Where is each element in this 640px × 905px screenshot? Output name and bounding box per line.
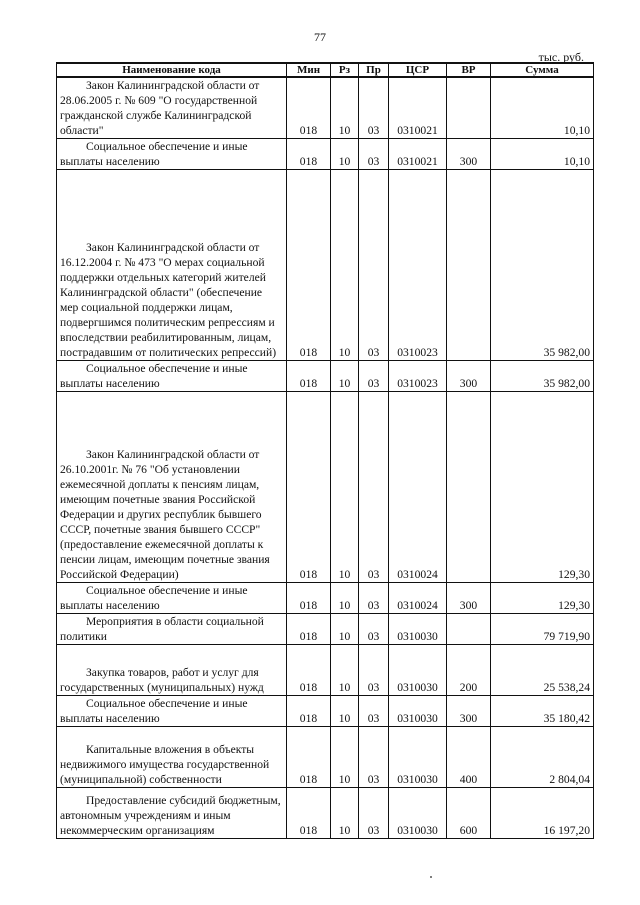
row-name: Капитальные вложения в объекты недвижимого имущества государственной (муниципальной) собственности <box>57 727 287 788</box>
row-pr: 03 <box>359 392 389 583</box>
row-csr: 0310030 <box>389 696 447 727</box>
row-min: 018 <box>287 583 331 614</box>
header-pr: Пр <box>359 63 389 77</box>
row-sum: 129,30 <box>491 583 594 614</box>
table-row <box>57 361 594 392</box>
header-sum: Сумма <box>491 63 594 77</box>
row-vr: 200 <box>447 645 491 696</box>
row-rz: 10 <box>331 645 359 696</box>
scan-speck <box>430 876 432 878</box>
row-pr: 03 <box>359 139 389 170</box>
row-pr: 03 <box>359 170 389 361</box>
row-pr: 03 <box>359 788 389 839</box>
table-row <box>57 77 594 139</box>
budget-table <box>56 62 594 839</box>
row-csr: 0310024 <box>389 392 447 583</box>
row-rz: 10 <box>331 583 359 614</box>
row-rz: 10 <box>331 392 359 583</box>
unit-label: тыс. руб. <box>538 50 584 64</box>
row-name: Социальное обеспечение и иные выплаты населению <box>57 139 287 170</box>
row-rz: 10 <box>331 614 359 645</box>
row-min: 018 <box>287 361 331 392</box>
row-vr <box>447 614 491 645</box>
row-pr: 03 <box>359 614 389 645</box>
row-rz: 10 <box>331 727 359 788</box>
row-rz: 10 <box>331 139 359 170</box>
row-min: 018 <box>287 696 331 727</box>
row-vr: 300 <box>447 139 491 170</box>
row-name: Социальное обеспечение и иные выплаты населению <box>57 361 287 392</box>
row-name: Мероприятия в области социальной политики <box>57 614 287 645</box>
row-name: Предоставление субсидий бюджетным, автономным учреждениям и иным некоммерческим организациям <box>57 788 287 839</box>
row-vr <box>447 77 491 139</box>
row-name: Закон Калининградской области от 16.12.2004 г. № 473 "О мерах социальной поддержки отдельных категорий жителей Калининградской области" (обеспечение мер социальной поддержки лицам, подвергшимся политическим репрессиям и впоследствии реабилитированным, лицам, пострадавшим от политических репрессий) <box>57 170 287 361</box>
row-csr: 0310023 <box>389 361 447 392</box>
row-vr: 600 <box>447 788 491 839</box>
row-vr: 300 <box>447 361 491 392</box>
row-csr: 0310021 <box>389 139 447 170</box>
table-row <box>57 583 594 614</box>
header-csr: ЦСР <box>389 63 447 77</box>
row-sum: 2 804,04 <box>491 727 594 788</box>
row-rz: 10 <box>331 77 359 139</box>
table-row <box>57 788 594 839</box>
row-vr <box>447 170 491 361</box>
row-sum: 129,30 <box>491 392 594 583</box>
row-min: 018 <box>287 392 331 583</box>
row-csr: 0310030 <box>389 727 447 788</box>
row-sum: 25 538,24 <box>491 645 594 696</box>
row-name: Закон Калининградской области от 26.10.2001г. № 76 "Об установлении ежемесячной доплаты к пенсиям лицам, имеющим почетные звания Российской Федерации и других республик бывшего СССР, почетные звания бывшего СССР" (предоставление ежемесячной доплаты к пенсии лицам, имеющим почетные звания Российской Федерации) <box>57 392 287 583</box>
header-name: Наименование кода <box>57 63 287 77</box>
row-pr: 03 <box>359 77 389 139</box>
table-header-row <box>57 63 594 77</box>
row-rz: 10 <box>331 696 359 727</box>
row-min: 018 <box>287 645 331 696</box>
row-csr: 0310024 <box>389 583 447 614</box>
row-csr: 0310023 <box>389 170 447 361</box>
row-name: Социальное обеспечение и иные выплаты населению <box>57 583 287 614</box>
table-row <box>57 614 594 645</box>
row-sum: 10,10 <box>491 77 594 139</box>
row-min: 018 <box>287 170 331 361</box>
row-min: 018 <box>287 139 331 170</box>
row-csr: 0310030 <box>389 788 447 839</box>
row-vr: 300 <box>447 583 491 614</box>
table-row <box>57 727 594 788</box>
row-rz: 10 <box>331 788 359 839</box>
row-csr: 0310030 <box>389 614 447 645</box>
row-sum: 35 180,42 <box>491 696 594 727</box>
table-row <box>57 392 594 583</box>
table-row <box>57 170 594 361</box>
row-csr: 0310030 <box>389 645 447 696</box>
row-sum: 16 197,20 <box>491 788 594 839</box>
table-row <box>57 139 594 170</box>
row-sum: 10,10 <box>491 139 594 170</box>
row-rz: 10 <box>331 170 359 361</box>
row-name: Социальное обеспечение и иные выплаты населению <box>57 696 287 727</box>
header-vr: ВР <box>447 63 491 77</box>
row-pr: 03 <box>359 645 389 696</box>
row-min: 018 <box>287 788 331 839</box>
table-row <box>57 645 594 696</box>
row-min: 018 <box>287 77 331 139</box>
row-pr: 03 <box>359 583 389 614</box>
row-pr: 03 <box>359 696 389 727</box>
row-vr: 400 <box>447 727 491 788</box>
row-rz: 10 <box>331 361 359 392</box>
header-rz: Рз <box>331 63 359 77</box>
row-min: 018 <box>287 727 331 788</box>
row-vr <box>447 392 491 583</box>
row-pr: 03 <box>359 361 389 392</box>
row-name: Закупка товаров, работ и услуг для государственных (муниципальных) нужд <box>57 645 287 696</box>
row-sum: 35 982,00 <box>491 361 594 392</box>
row-csr: 0310021 <box>389 77 447 139</box>
row-pr: 03 <box>359 727 389 788</box>
table-row <box>57 696 594 727</box>
page-number: 77 <box>314 30 326 44</box>
row-sum: 35 982,00 <box>491 170 594 361</box>
row-sum: 79 719,90 <box>491 614 594 645</box>
header-min: Мин <box>287 63 331 77</box>
row-min: 018 <box>287 614 331 645</box>
row-vr: 300 <box>447 696 491 727</box>
row-name: Закон Калининградской области от 28.06.2005 г. № 609 "О государственной гражданской службе Калининградской области" <box>57 77 287 139</box>
